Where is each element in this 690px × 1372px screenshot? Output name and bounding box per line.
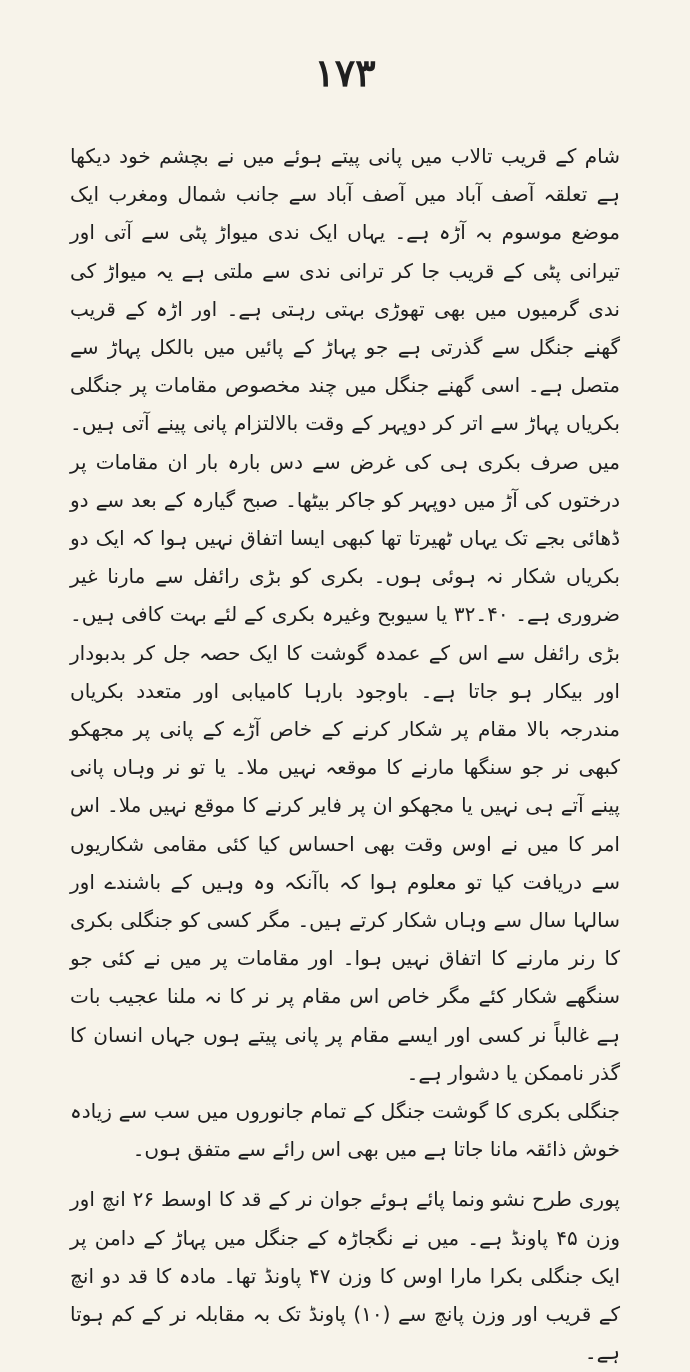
paragraph-goat-meat: جنگلی بکری کا گوشت جنگل کے تمام جانوروں میں سب سے زیادہ خوش ذائقہ مانا جاتا ہے میں بھی اس رائے سے متفق ہوں۔ [70, 1099, 620, 1162]
body-text [70, 137, 620, 1372]
paragraph-goat-size: پوری طرح نشو ونما پائے ہوئے جوان نر کے قد کا اوسط ۲۶ انچ اور وزن ۴۵ پاونڈ ہے۔ میں نے نگجاڑہ کے جنگل میں پہاڑ کے دامن پر ایک جنگلی بکرا مارا اوس کا وزن ۴۷ پاونڈ تھا۔ مادہ کا قد دو انچ کے قریب اور وزن پانچ سے (۱۰) پاونڈ تک بہ مقابلہ نر کے کم ہوتا ہے۔ [70, 1187, 620, 1365]
page-number: ۱۷۳ [314, 50, 376, 95]
paragraph-goat-hunting: شام کے قریب تالاب میں پانی پیتے ہوئے میں نے بچشم خود دیکھا ہے تعلقہ آصف آباد میں آصف آباد سے جانب شمال ومغرب ایک موضع موسوم بہ آڑہ ہے۔ یہاں ایک ندی میواڑ پٹی سے آتی اور تیرانی پٹی کے قریب جا کر ترانی ندی سے ملتی ہے یہ میواڑ کی ندی گرمیوں میں بھی تھوڑی بہتی رہتی ہے۔ اور اڑہ کے قریب گھنے جنگل سے گذرتی ہے جو پہاڑ کے پائیں میں بالکل پہاڑ سے متصل ہے۔ اسی گھنے جنگل میں چند مخصوص مقامات پر جنگلی بکریاں پہاڑ سے اتر کر دوپہر کے وقت بالالتزام پانی پینے آتی ہیں۔ میں صرف بکری ہی کی غرض سے دس بارہ بار ان مقامات پر درختوں کی آڑ میں دوپہر کو جاکر بیٹھا۔ صبح گیارہ کے بعد سے دو ڈھائی بجے تک یہاں ٹھیرتا تھا کبھی ایسا اتفاق نہیں ہوا کہ ایک دو بکریاں شکار نہ ہوئی ہوں۔ بکری کو بڑی رائفل سے مارنا غیر ضروری ہے۔ ۴۰۔۳۲ یا سیوبح وغیرہ بکری کے لئے بہت کافی ہیں۔ بڑی رائفل سے اس کے عمدہ گوشت کا ایک حصہ جل کر بدبودار اور بیکار ہو جاتا ہے۔ باوجود بارہا کامیابی اور متعدد بکریاں مندرجہ بالا مقام پر شکار کرنے کے خاص آڑے کے پانی پر مجھکو کبھی نر جو سنگھا مارنے کا موقعہ نہیں ملا۔ یا تو نر وہاں پانی پینے آتے ہی نہیں یا مجھکو ان پر فایر کرنے کا موقع نہیں ملا۔ اس امر کا میں نے اوس وقت بھی احساس کیا کئی مقامی شکاریوں سے دریافت کیا تو معلوم ہوا کہ باآنکہ وہ وہیں کے باشندے اور سالہا سال سے وہاں شکار کرتے ہیں۔ مگر کسی کو جنگلی بکری کا رنر مارنے کا اتفاق نہیں ہوا۔ اور مقامات پر میں نے کئی جو سنگھے شکار کئے مگر خاص اس مقام پر نر کا نہ ملنا عجیب بات ہے غالباً نر کسی اور ایسے مقام پر پانی پیتے ہوں جہاں انسان کا گذر ناممکن یا دشوار ہے۔ [70, 144, 621, 1085]
